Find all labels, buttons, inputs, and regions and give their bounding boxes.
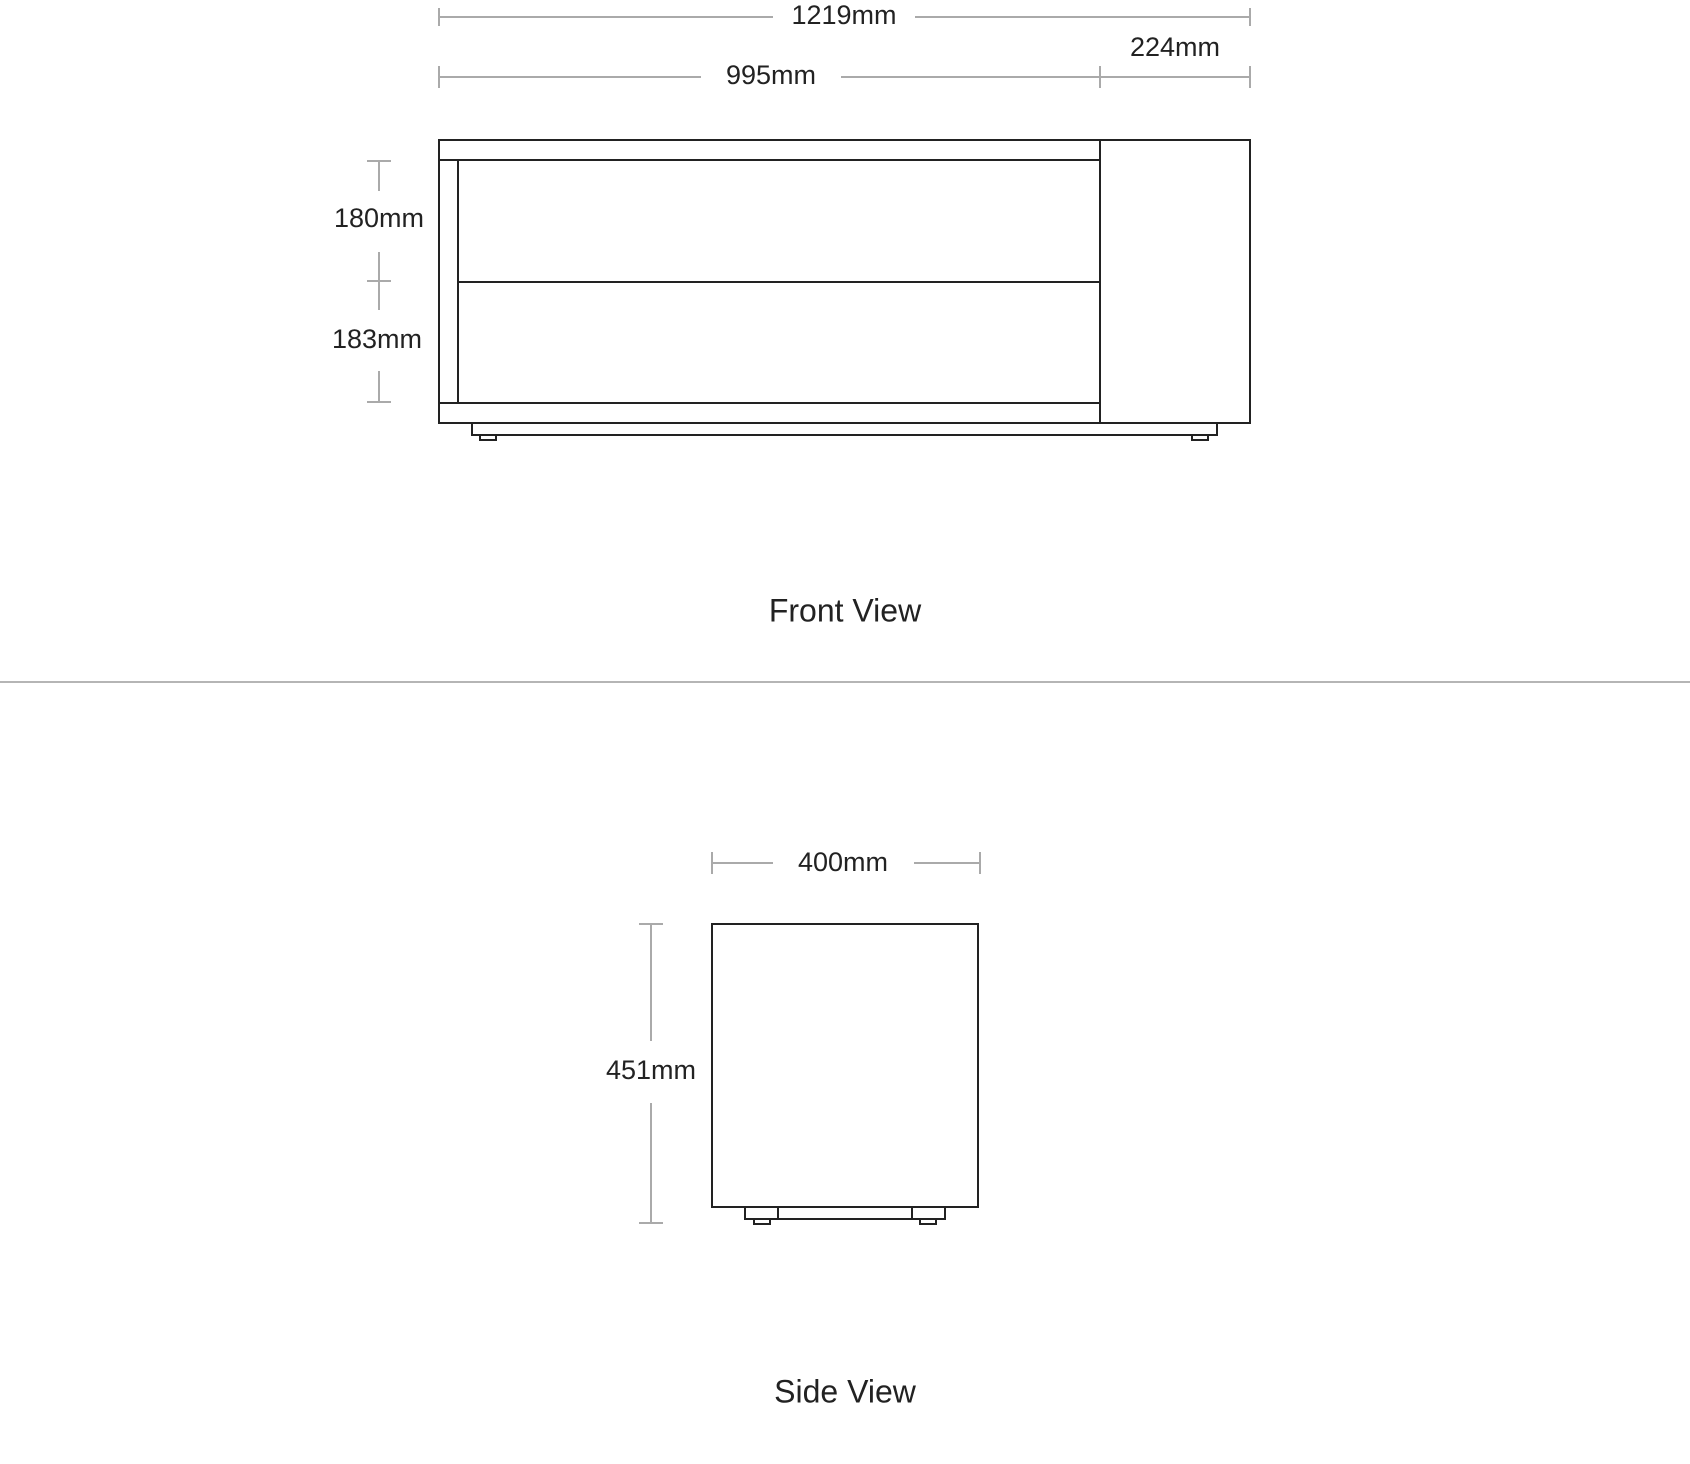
side-front-foot bbox=[754, 1219, 770, 1224]
side-cabinet bbox=[712, 924, 978, 1224]
side-width-label: 224mm bbox=[1129, 32, 1221, 63]
height-label: 451mm bbox=[605, 1055, 697, 1086]
depth-label: 400mm bbox=[797, 847, 889, 878]
dimension-main-width bbox=[439, 60, 1100, 90]
overall-width-label: 1219mm bbox=[791, 0, 897, 31]
dimension-shelf-heights bbox=[332, 161, 424, 402]
side-view bbox=[606, 847, 980, 1409]
side-cabinet-body bbox=[712, 924, 978, 1207]
upper-shelf-height-label: 180mm bbox=[333, 203, 425, 234]
front-view-caption: Front View bbox=[768, 592, 922, 629]
side-back-foot bbox=[920, 1219, 936, 1224]
front-view bbox=[332, 0, 1250, 628]
lower-shelf-height-label: 183mm bbox=[331, 324, 423, 355]
dimension-overall-width bbox=[439, 0, 1250, 30]
side-view-caption: Side View bbox=[774, 1373, 916, 1410]
side-back-foot-block bbox=[912, 1207, 945, 1219]
left-foot bbox=[480, 435, 496, 440]
dimension-depth bbox=[712, 847, 980, 877]
right-foot bbox=[1192, 435, 1208, 440]
dimension-height bbox=[606, 924, 696, 1223]
cabinet-base-plinth bbox=[472, 423, 1217, 435]
dimension-side-width bbox=[1100, 32, 1250, 88]
front-cabinet bbox=[439, 140, 1250, 440]
side-front-foot-block bbox=[745, 1207, 778, 1219]
side-base-plinth bbox=[745, 1207, 945, 1219]
main-width-label: 995mm bbox=[725, 60, 817, 91]
